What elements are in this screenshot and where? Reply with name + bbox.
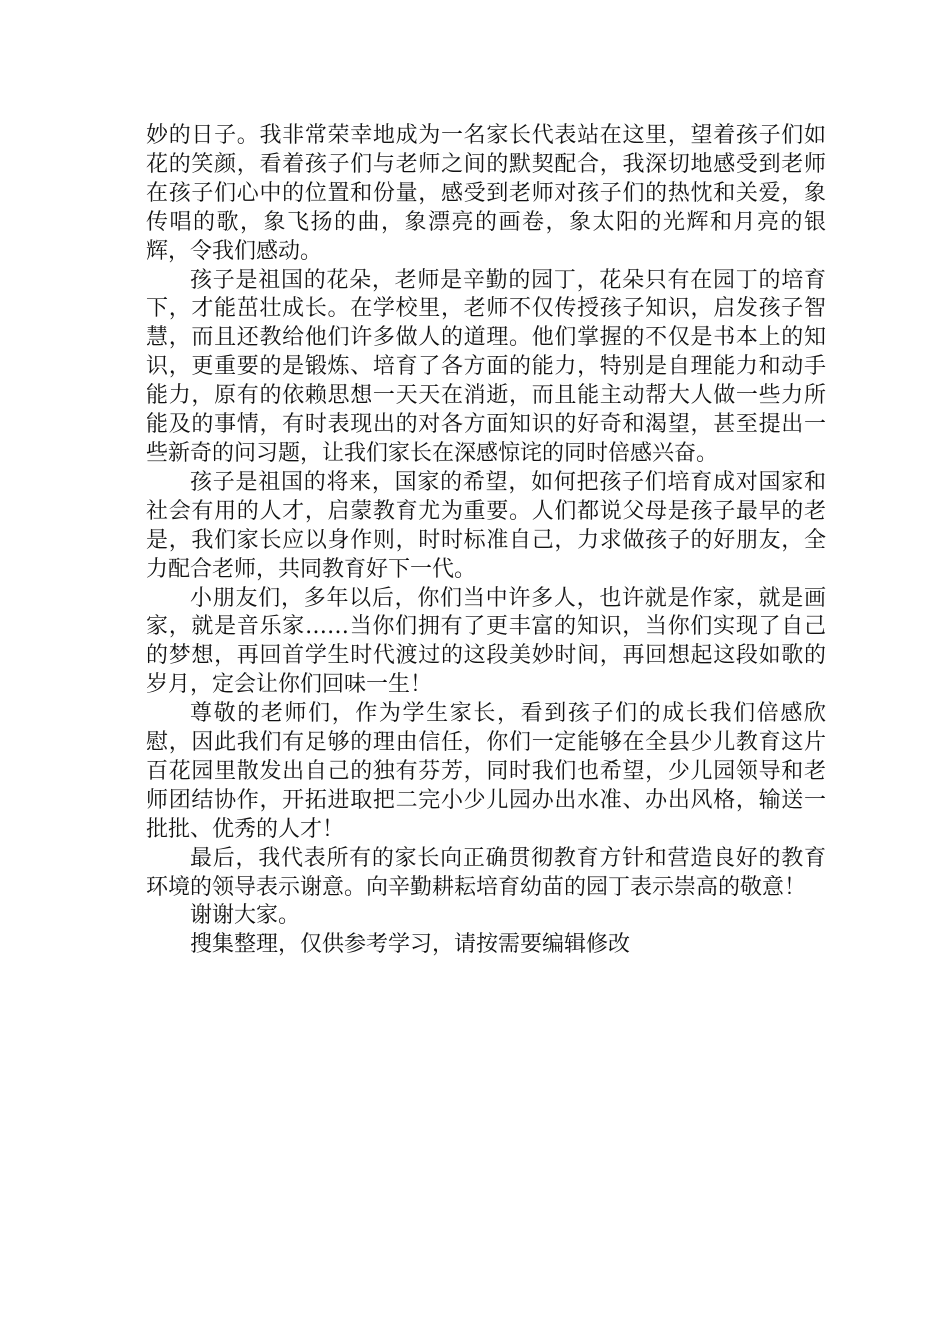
paragraph-thanks: 谢谢大家。 — [190, 903, 301, 929]
paragraph-5: 尊敬的老师们，作为学生家长，看到孩子们的成长我们倍感欣慰，因此我们有足够的理由信任，你们一定能够在全县少儿教育这片百花园里散发出自己的独有芬芳，同时我们也希望，少儿园领导和老师团结协作，开拓进取把二完小少儿园办出水准、办出风格，输送一批批、优秀的人才！ — [146, 701, 826, 842]
paragraph-footer-note: 搜集整理，仅供参考学习，请按需要编辑修改 — [190, 932, 631, 958]
paragraph-1: 妙的日子。我非常荣幸地成为一名家长代表站在这里，望着孩子们如花的笑颜，看着孩子们与老师之间的默契配合，我深切地感受到老师在孩子们心中的位置和份量，感受到老师对孩子们的热忱和关爱，象传唱的歌，象飞扬的曲，象漂亮的画卷，象太阳的光辉和月亮的银辉，令我们感动。 — [146, 123, 826, 264]
document-body — [146, 122, 826, 960]
paragraph-2: 孩子是祖国的花朵，老师是辛勤的园丁，花朵只有在园丁的培育下，才能茁壮成长。在学校里，老师不仅传授孩子知识，启发孩子智慧，而且还教给他们许多做人的道理。他们掌握的不仅是书本上的知识，更重要的是锻炼、培育了各方面的能力，特别是自理能力和动手能力，原有的依赖思想一天天在消逝，而且能主动帮大人做一些力所能及的事情，有时表现出的对各方面知识的好奇和渴望，甚至提出一些新奇的问习题，让我们家长在深感惊诧的同时倍感兴奋。 — [146, 267, 826, 466]
paragraph-6: 最后，我代表所有的家长向正确贯彻教育方针和营造良好的教育环境的领导表示谢意。向辛勤耕耘培育幼苗的园丁表示崇高的敬意！ — [146, 845, 826, 900]
paragraph-4: 小朋友们，多年以后，你们当中许多人，也许就是作家，就是画家，就是音乐家……当你们拥有了更丰富的知识，当你们实现了自己的梦想，再回首学生时代渡过的这段美妙时间，再回想起这段如歌的岁月，定会让你们回味一生！ — [146, 585, 826, 698]
paragraph-3: 孩子是祖国的将来，国家的希望，如何把孩子们培育成对国家和社会有用的人才，启蒙教育尤为重要。人们都说父母是孩子最早的老是，我们家长应以身作则，时时标准自己，力求做孩子的好朋友，全力配合老师，共同教育好下一代。 — [146, 469, 826, 582]
